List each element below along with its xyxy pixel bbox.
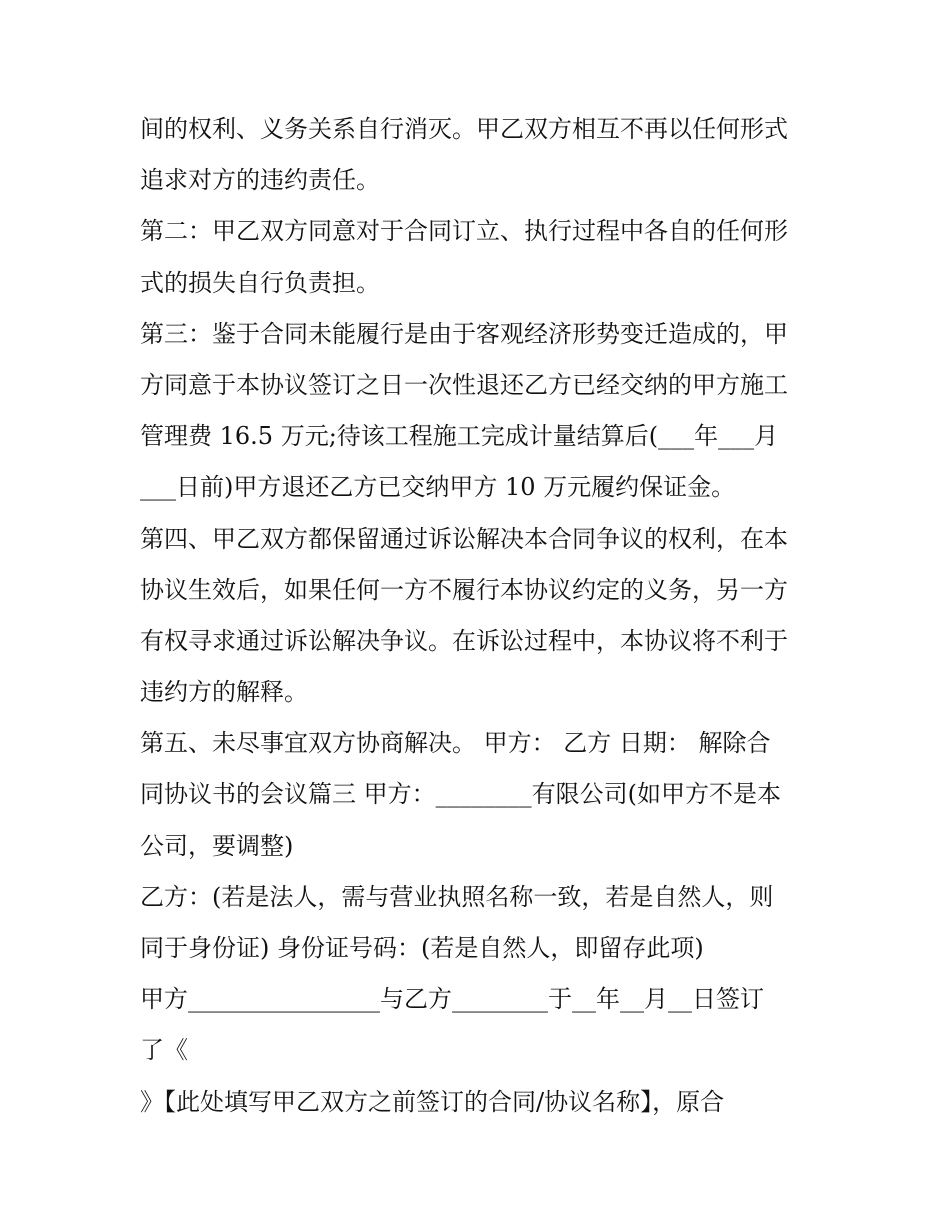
text-line: 协议生效后，如果任何一方不履行本协议约定的义务，另一方 <box>140 575 788 604</box>
text-line: 甲方________________与乙方________于__年__月__日签订 <box>140 985 764 1014</box>
text-line: ___日前)甲方退还乙方已交纳甲方 10 万元履约保证金。 <box>140 473 736 502</box>
text-line: 追求对方的违约责任。 <box>140 166 380 195</box>
text-line: 了《 <box>140 1036 188 1065</box>
text-line: 公司，要调整) <box>140 831 294 860</box>
text-line: 第四、甲乙双方都保留通过诉讼解决本合同争议的权利，在本 <box>140 524 788 553</box>
text-line: 方同意于本协议签订之日一次性退还乙方已经交纳的甲方施工 <box>140 370 788 399</box>
text-line: 有权寻求通过诉讼解决争议。在诉讼过程中，本协议将不利于 <box>140 626 788 655</box>
text-line: 管理费 16.5 万元;待该工程施工完成计量结算后(___年___月 <box>140 422 779 451</box>
text-line: 违约方的解释。 <box>140 678 308 707</box>
text-line: 第二：甲乙双方同意对于合同订立、执行过程中各自的任何形 <box>140 217 788 246</box>
text-line: 同协议书的会议篇三 甲方：________有限公司(如甲方不是本 <box>140 780 781 809</box>
text-line: 同于身份证) 身份证号码：(若是自然人，即留存此项) <box>140 934 704 962</box>
text-line: 乙方：(若是法人，需与营业执照名称一致，若是自然人，则 <box>140 882 774 911</box>
text-line: 间的权利、义务关系自行消灭。甲乙双方相互不再以任何形式 <box>140 115 788 143</box>
text-line: 式的损失自行负责担。 <box>140 268 380 297</box>
text-line: 》【此处填写甲乙双方之前签订的合同/协议名称】，原合 <box>140 1087 725 1116</box>
text-line: 第五、未尽事宜双方协商解决。 甲方： 乙方 日期： 解除合 <box>140 729 771 758</box>
text-line: 第三：鉴于合同未能履行是由于客观经济形势变迁造成的，甲 <box>140 319 788 348</box>
document-body <box>140 104 820 1128</box>
